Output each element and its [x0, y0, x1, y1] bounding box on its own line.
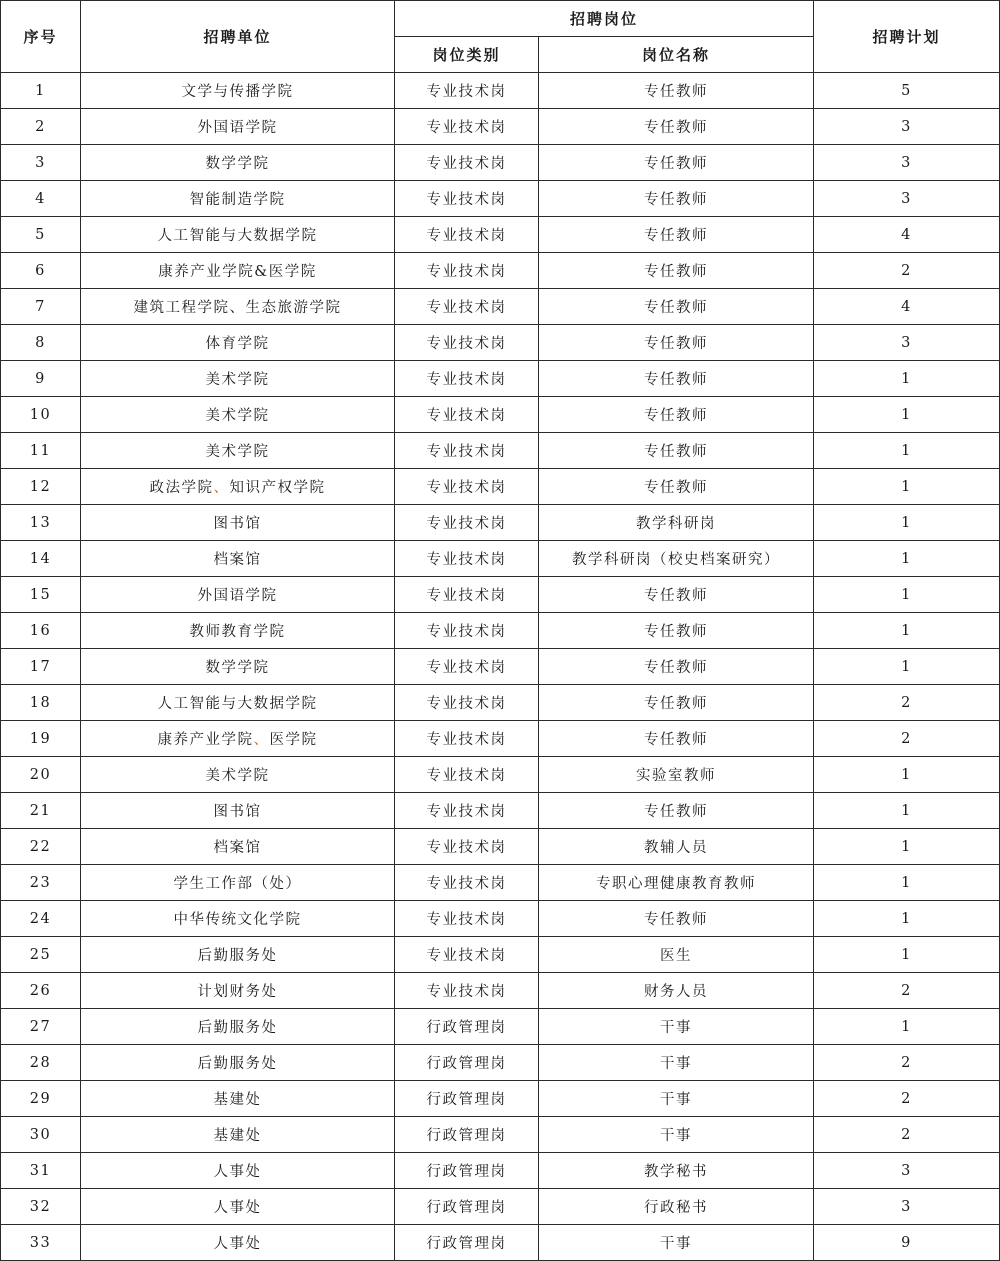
cell-index: 2: [1, 109, 81, 145]
cell-position-name: 专任教师: [539, 361, 814, 397]
table-row: [1, 433, 1000, 469]
cell-plan: 1: [814, 757, 1000, 793]
cell-unit: 智能制造学院: [81, 181, 395, 217]
cell-unit: 外国语学院: [81, 577, 395, 613]
cell-plan: 1: [814, 649, 1000, 685]
cell-position-name: 专任教师: [539, 181, 814, 217]
cell-index: 13: [1, 505, 81, 541]
table-header: [1, 1, 1000, 73]
cell-position-name: 教辅人员: [539, 829, 814, 865]
table-row: [1, 361, 1000, 397]
cell-unit: 建筑工程学院、生态旅游学院: [81, 289, 395, 325]
cell-plan: 1: [814, 937, 1000, 973]
cell-unit: 美术学院: [81, 361, 395, 397]
cell-position-type: 专业技术岗: [395, 973, 539, 1009]
cell-position-name: 实验室教师: [539, 757, 814, 793]
cell-position-type: 专业技术岗: [395, 649, 539, 685]
table-row: [1, 541, 1000, 577]
table-row: [1, 613, 1000, 649]
cell-position-type: 专业技术岗: [395, 397, 539, 433]
cell-position-name: 专任教师: [539, 469, 814, 505]
table-row: [1, 757, 1000, 793]
header-position-name: 岗位名称: [539, 37, 814, 73]
cell-plan: 1: [814, 577, 1000, 613]
table-row: [1, 1225, 1000, 1261]
cell-plan: 1: [814, 505, 1000, 541]
table-row: [1, 217, 1000, 253]
cell-position-type: 专业技术岗: [395, 217, 539, 253]
cell-position-name: 医生: [539, 937, 814, 973]
cell-position-name: 干事: [539, 1117, 814, 1153]
table-row: [1, 469, 1000, 505]
table-row: [1, 73, 1000, 109]
table-row: [1, 1189, 1000, 1225]
table-row: [1, 397, 1000, 433]
cell-position-type: 专业技术岗: [395, 469, 539, 505]
cell-plan: 1: [814, 613, 1000, 649]
cell-plan: 3: [814, 325, 1000, 361]
cell-position-type: 专业技术岗: [395, 613, 539, 649]
cell-index: 33: [1, 1225, 81, 1261]
cell-position-name: 专任教师: [539, 685, 814, 721]
cell-unit: 学生工作部（处）: [81, 865, 395, 901]
cell-index: 25: [1, 937, 81, 973]
cell-index: 15: [1, 577, 81, 613]
cell-position-name: 干事: [539, 1081, 814, 1117]
cell-unit: 数学学院: [81, 649, 395, 685]
cell-plan: 1: [814, 829, 1000, 865]
cell-plan: 1: [814, 901, 1000, 937]
cell-position-type: 行政管理岗: [395, 1081, 539, 1117]
cell-index: 10: [1, 397, 81, 433]
cell-position-type: 专业技术岗: [395, 109, 539, 145]
cell-position-name: 干事: [539, 1225, 814, 1261]
cell-position-name: 教学秘书: [539, 1153, 814, 1189]
cell-unit: 体育学院: [81, 325, 395, 361]
cell-plan: 1: [814, 397, 1000, 433]
cell-position-type: 专业技术岗: [395, 145, 539, 181]
table-row: [1, 1045, 1000, 1081]
cell-plan: 1: [814, 865, 1000, 901]
cell-position-name: 专任教师: [539, 145, 814, 181]
cell-position-name: 教学科研岗（校史档案研究）: [539, 541, 814, 577]
cell-unit: 美术学院: [81, 757, 395, 793]
table-row: [1, 829, 1000, 865]
cell-position-type: 专业技术岗: [395, 937, 539, 973]
cell-unit: 人事处: [81, 1189, 395, 1225]
cell-index: 31: [1, 1153, 81, 1189]
cell-unit: 外国语学院: [81, 109, 395, 145]
cell-position-name: 专任教师: [539, 73, 814, 109]
table-row: [1, 1081, 1000, 1117]
cell-index: 6: [1, 253, 81, 289]
cell-plan: 3: [814, 1189, 1000, 1225]
cell-plan: 4: [814, 289, 1000, 325]
cell-plan: 4: [814, 217, 1000, 253]
cell-position-name: 专任教师: [539, 649, 814, 685]
cell-plan: 1: [814, 1009, 1000, 1045]
cell-position-type: 行政管理岗: [395, 1189, 539, 1225]
table-row: [1, 865, 1000, 901]
table-row: [1, 1153, 1000, 1189]
cell-position-type: 专业技术岗: [395, 181, 539, 217]
cell-unit: 档案馆: [81, 541, 395, 577]
table-row: [1, 937, 1000, 973]
cell-position-name: 专任教师: [539, 901, 814, 937]
cell-position-type: 专业技术岗: [395, 901, 539, 937]
cell-position-name: 行政秘书: [539, 1189, 814, 1225]
cell-unit: 康养产业学院&医学院: [81, 253, 395, 289]
header-position-group: 招聘岗位: [395, 1, 814, 37]
cell-position-name: 干事: [539, 1045, 814, 1081]
cell-unit: 计划财务处: [81, 973, 395, 1009]
cell-position-type: 行政管理岗: [395, 1153, 539, 1189]
table-row: [1, 901, 1000, 937]
cell-position-type: 专业技术岗: [395, 721, 539, 757]
cell-plan: 3: [814, 1153, 1000, 1189]
cell-index: 21: [1, 793, 81, 829]
table-row: [1, 145, 1000, 181]
cell-position-type: 专业技术岗: [395, 865, 539, 901]
cell-unit: 政法学院、知识产权学院: [81, 469, 395, 505]
table-row: [1, 289, 1000, 325]
cell-unit: 人工智能与大数据学院: [81, 685, 395, 721]
cell-index: 32: [1, 1189, 81, 1225]
cell-position-type: 专业技术岗: [395, 361, 539, 397]
cell-position-name: 专任教师: [539, 433, 814, 469]
cell-index: 29: [1, 1081, 81, 1117]
table-row: [1, 505, 1000, 541]
cell-unit: 中华传统文化学院: [81, 901, 395, 937]
table-row: [1, 1117, 1000, 1153]
cell-index: 16: [1, 613, 81, 649]
cell-plan: 3: [814, 109, 1000, 145]
cell-index: 5: [1, 217, 81, 253]
cell-unit: 后勤服务处: [81, 1009, 395, 1045]
table-row: [1, 325, 1000, 361]
cell-index: 23: [1, 865, 81, 901]
cell-index: 1: [1, 73, 81, 109]
cell-unit: 文学与传播学院: [81, 73, 395, 109]
cell-position-name: 专任教师: [539, 325, 814, 361]
header-plan: 招聘计划: [814, 1, 1000, 73]
cell-unit: 人事处: [81, 1153, 395, 1189]
cell-position-name: 财务人员: [539, 973, 814, 1009]
table-row: [1, 685, 1000, 721]
cell-position-type: 专业技术岗: [395, 541, 539, 577]
cell-position-type: 行政管理岗: [395, 1009, 539, 1045]
table-row: [1, 181, 1000, 217]
cell-position-name: 专任教师: [539, 109, 814, 145]
cell-position-type: 行政管理岗: [395, 1117, 539, 1153]
cell-index: 18: [1, 685, 81, 721]
cell-unit: 图书馆: [81, 505, 395, 541]
cell-unit: 美术学院: [81, 397, 395, 433]
cell-position-type: 专业技术岗: [395, 577, 539, 613]
table-row: [1, 1009, 1000, 1045]
cell-index: 14: [1, 541, 81, 577]
table-row: [1, 973, 1000, 1009]
cell-index: 26: [1, 973, 81, 1009]
cell-position-name: 专任教师: [539, 721, 814, 757]
table-row: [1, 649, 1000, 685]
cell-unit: 人工智能与大数据学院: [81, 217, 395, 253]
cell-index: 22: [1, 829, 81, 865]
cell-position-name: 专职心理健康教育教师: [539, 865, 814, 901]
cell-plan: 2: [814, 1081, 1000, 1117]
cell-position-type: 专业技术岗: [395, 433, 539, 469]
cell-unit: 人事处: [81, 1225, 395, 1261]
cell-plan: 5: [814, 73, 1000, 109]
cell-plan: 1: [814, 541, 1000, 577]
cell-position-name: 教学科研岗: [539, 505, 814, 541]
header-unit: 招聘单位: [81, 1, 395, 73]
cell-position-name: 专任教师: [539, 289, 814, 325]
cell-index: 11: [1, 433, 81, 469]
cell-position-name: 专任教师: [539, 577, 814, 613]
cell-plan: 2: [814, 721, 1000, 757]
cell-index: 3: [1, 145, 81, 181]
cell-plan: 1: [814, 793, 1000, 829]
cell-position-type: 专业技术岗: [395, 505, 539, 541]
cell-plan: 2: [814, 685, 1000, 721]
cell-position-type: 专业技术岗: [395, 325, 539, 361]
header-index: 序号: [1, 1, 81, 73]
table-row: [1, 721, 1000, 757]
cell-position-type: 行政管理岗: [395, 1225, 539, 1261]
cell-position-type: 专业技术岗: [395, 757, 539, 793]
cell-position-type: 专业技术岗: [395, 685, 539, 721]
cell-plan: 3: [814, 181, 1000, 217]
cell-position-name: 专任教师: [539, 253, 814, 289]
cell-position-type: 专业技术岗: [395, 829, 539, 865]
cell-index: 27: [1, 1009, 81, 1045]
cell-plan: 2: [814, 253, 1000, 289]
table-row: [1, 109, 1000, 145]
table-row: [1, 793, 1000, 829]
cell-position-name: 专任教师: [539, 397, 814, 433]
cell-position-type: 专业技术岗: [395, 73, 539, 109]
table-row: [1, 253, 1000, 289]
cell-position-type: 行政管理岗: [395, 1045, 539, 1081]
cell-index: 30: [1, 1117, 81, 1153]
cell-unit: 美术学院: [81, 433, 395, 469]
header-position-type: 岗位类别: [395, 37, 539, 73]
cell-plan: 1: [814, 361, 1000, 397]
cell-unit: 后勤服务处: [81, 937, 395, 973]
cell-position-type: 专业技术岗: [395, 793, 539, 829]
cell-index: 7: [1, 289, 81, 325]
cell-position-type: 专业技术岗: [395, 289, 539, 325]
cell-plan: 1: [814, 469, 1000, 505]
table-body: [1, 73, 1000, 1261]
cell-unit: 后勤服务处: [81, 1045, 395, 1081]
cell-plan: 9: [814, 1225, 1000, 1261]
cell-index: 28: [1, 1045, 81, 1081]
cell-unit: 图书馆: [81, 793, 395, 829]
cell-unit: 基建处: [81, 1117, 395, 1153]
cell-index: 17: [1, 649, 81, 685]
cell-index: 19: [1, 721, 81, 757]
table-row: [1, 577, 1000, 613]
cell-position-name: 专任教师: [539, 217, 814, 253]
cell-plan: 3: [814, 145, 1000, 181]
cell-position-name: 干事: [539, 1009, 814, 1045]
cell-position-name: 专任教师: [539, 793, 814, 829]
cell-position-type: 专业技术岗: [395, 253, 539, 289]
cell-unit: 教师教育学院: [81, 613, 395, 649]
cell-plan: 1: [814, 433, 1000, 469]
cell-index: 24: [1, 901, 81, 937]
cell-plan: 2: [814, 1045, 1000, 1081]
cell-unit: 档案馆: [81, 829, 395, 865]
cell-index: 12: [1, 469, 81, 505]
cell-plan: 2: [814, 973, 1000, 1009]
cell-unit: 基建处: [81, 1081, 395, 1117]
cell-plan: 2: [814, 1117, 1000, 1153]
cell-index: 8: [1, 325, 81, 361]
cell-index: 20: [1, 757, 81, 793]
cell-index: 9: [1, 361, 81, 397]
cell-unit: 数学学院: [81, 145, 395, 181]
cell-unit: 康养产业学院、医学院: [81, 721, 395, 757]
cell-position-name: 专任教师: [539, 613, 814, 649]
cell-index: 4: [1, 181, 81, 217]
